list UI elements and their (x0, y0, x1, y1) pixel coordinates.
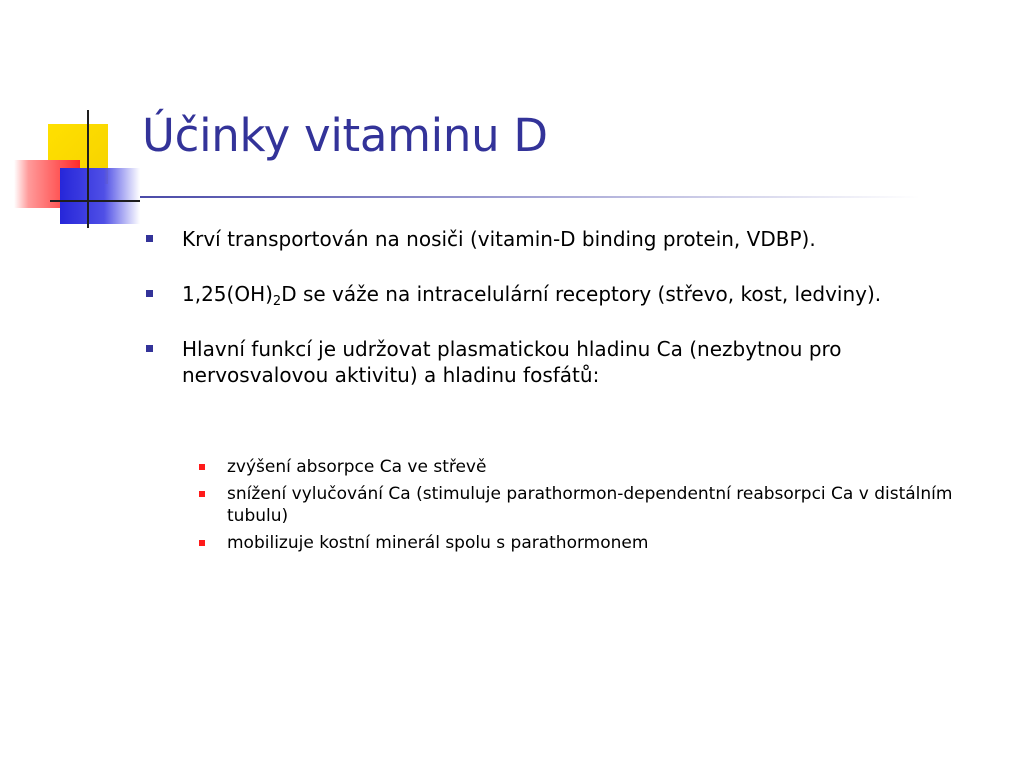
sub-bullet-item-mobilization (227, 532, 957, 554)
slide-title: Účinky vitaminu D (142, 109, 548, 162)
sub-bullet-text: zvýšení absorpce Ca ve střevě (227, 457, 487, 477)
red-square-bullet-icon (199, 491, 205, 497)
bullet-text: Krví transportován na nosiči (vitamin-D binding protein, VDBP). (182, 227, 816, 251)
red-square-bullet-icon (199, 464, 205, 470)
title-divider (140, 196, 920, 198)
sub-bullet-text: snížení vylučování Ca (stimuluje parathormon-dependentní reabsorpci Ca v distálním tubulu) (227, 484, 953, 526)
sub-bullet-text: mobilizuje kostní minerál spolu s parathormonem (227, 533, 649, 553)
corner-squares-logo-icon (0, 0, 140, 240)
blue-square-icon (60, 168, 140, 224)
square-bullet-icon (146, 235, 153, 242)
square-bullet-icon (146, 290, 153, 297)
crosshair-vertical-line (87, 110, 89, 228)
square-bullet-icon (146, 345, 153, 352)
sub-bullet-list (227, 456, 957, 559)
bullet-text-prefix: 1,25(OH) (182, 282, 273, 306)
sub-bullet-item-absorption (227, 456, 957, 478)
bullet-list (182, 226, 982, 391)
bullet-item-transport (182, 226, 982, 252)
bullet-text-suffix: D se váže na intracelulární receptory (střevo, kost, ledviny). (281, 282, 882, 306)
crosshair-horizontal-line (50, 200, 140, 202)
sub-bullet-item-excretion (227, 483, 957, 527)
red-square-bullet-icon (199, 540, 205, 546)
bullet-text: Hlavní funkcí je udržovat plasmatickou hladinu Ca (nezbytnou pro nervosvalovou aktivitu) a hladinu fosfátů: (182, 337, 842, 387)
bullet-item-receptors (182, 281, 982, 307)
bullet-text-subscript: 2 (272, 294, 282, 309)
bullet-item-main-function (182, 336, 982, 388)
